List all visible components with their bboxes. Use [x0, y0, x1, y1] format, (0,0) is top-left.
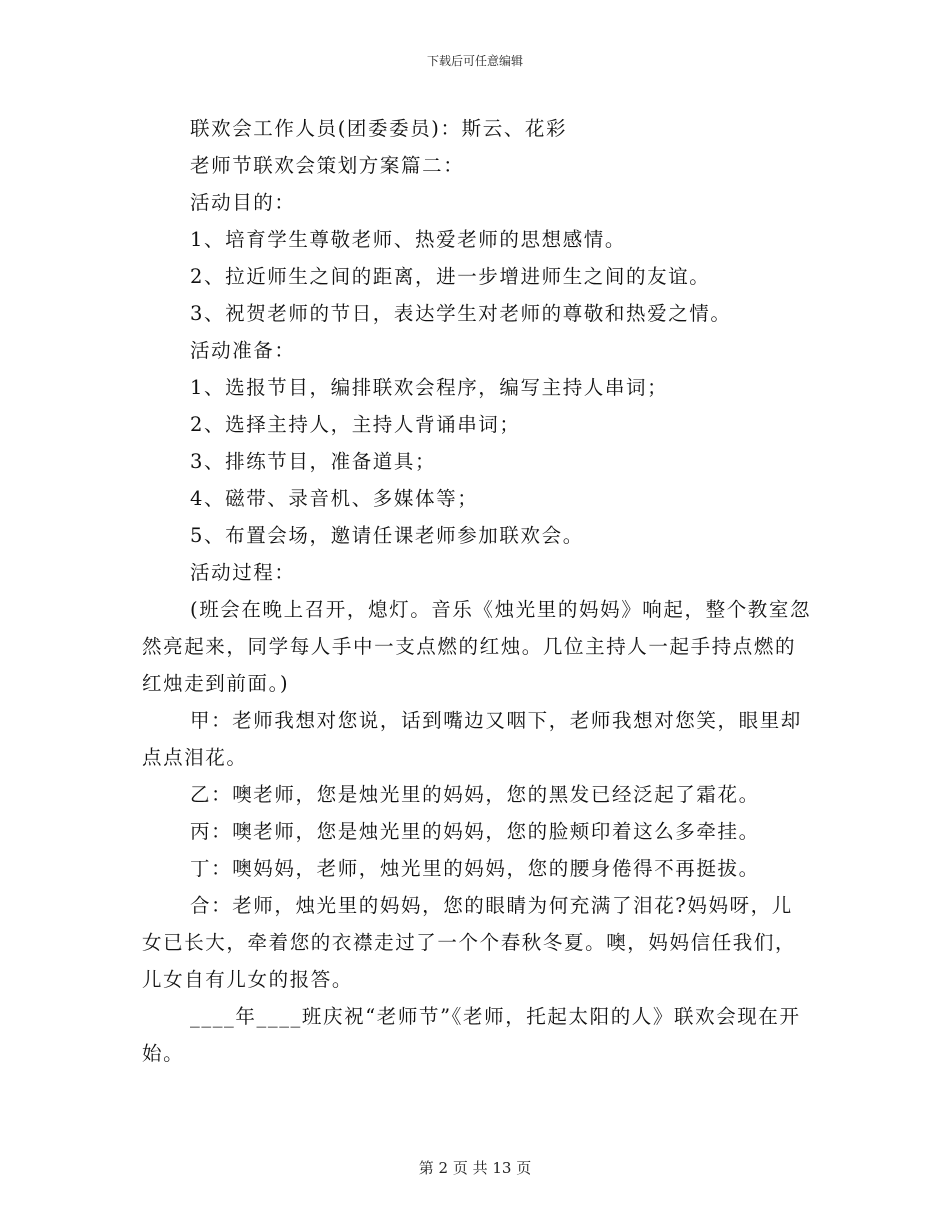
dialogue-yi: 乙：噢老师，您是烛光里的妈妈，您的黑发已经泛起了霜花。 — [190, 783, 760, 806]
dialogue-bing: 丙：噢老师，您是烛光里的妈妈，您的脸颊印着这么多牵挂。 — [190, 820, 760, 843]
prep-item: 5、布置会场，邀请任课老师参加联欢会。 — [190, 524, 584, 547]
page-footer: 第 2 页 共 13 页 — [418, 1159, 532, 1177]
staff-line: 联欢会工作人员(团委委员)：斯云、花彩 — [190, 117, 568, 140]
prep-item: 4、磁带、录音机、多媒体等； — [190, 487, 479, 510]
prep-item: 3、排练节目，准备道具； — [190, 450, 437, 473]
purpose-item: 3、祝贺老师的节日，表达学生对老师的尊敬和热爱之情。 — [190, 302, 732, 325]
purpose-item: 2、拉近师生之间的距离，进一步增进师生之间的友谊。 — [190, 265, 711, 288]
prep-heading: 活动准备： — [190, 339, 296, 362]
opening-announcement: ____年____班庆祝“老师节”《老师，托起太阳的人》联欢会现在开始。 — [142, 1005, 801, 1065]
document-body — [142, 110, 812, 1072]
process-heading: 活动过程： — [190, 561, 296, 584]
dialogue-ding: 丁：噢妈妈，老师，烛光里的妈妈，您的腰身倦得不再挺拔。 — [190, 857, 760, 880]
purpose-item: 1、培育学生尊敬老师、热爱老师的思想感情。 — [190, 228, 627, 251]
prep-item: 2、选择主持人，主持人背诵串词； — [190, 413, 521, 436]
dialogue-jia: 甲：老师我想对您说，话到嘴边又咽下，老师我想对您笑，眼里却点点泪花。 — [142, 709, 802, 769]
page-header: 下载后可任意编辑 — [426, 54, 523, 68]
dialogue-he: 合：老师，烛光里的妈妈，您的眼睛为何充满了泪花?妈妈呀，儿女已长大，牵着您的衣襟走过了一个个春秋冬夏。噢，妈妈信任我们，儿女自有儿女的报答。 — [142, 894, 797, 991]
purpose-heading: 活动目的： — [190, 191, 296, 214]
prep-item: 1、选报节目，编排联欢会程序，编写主持人串词； — [190, 376, 669, 399]
scene-description: (班会在晚上召开，熄灯。音乐《烛光里的妈妈》响起，整个教室忽然亮起来，同学每人手中一支点燃的红烛。几位主持人一起手持点燃的红烛走到前面。) — [142, 598, 812, 695]
plan-title: 老师节联欢会策划方案篇二： — [190, 154, 465, 177]
